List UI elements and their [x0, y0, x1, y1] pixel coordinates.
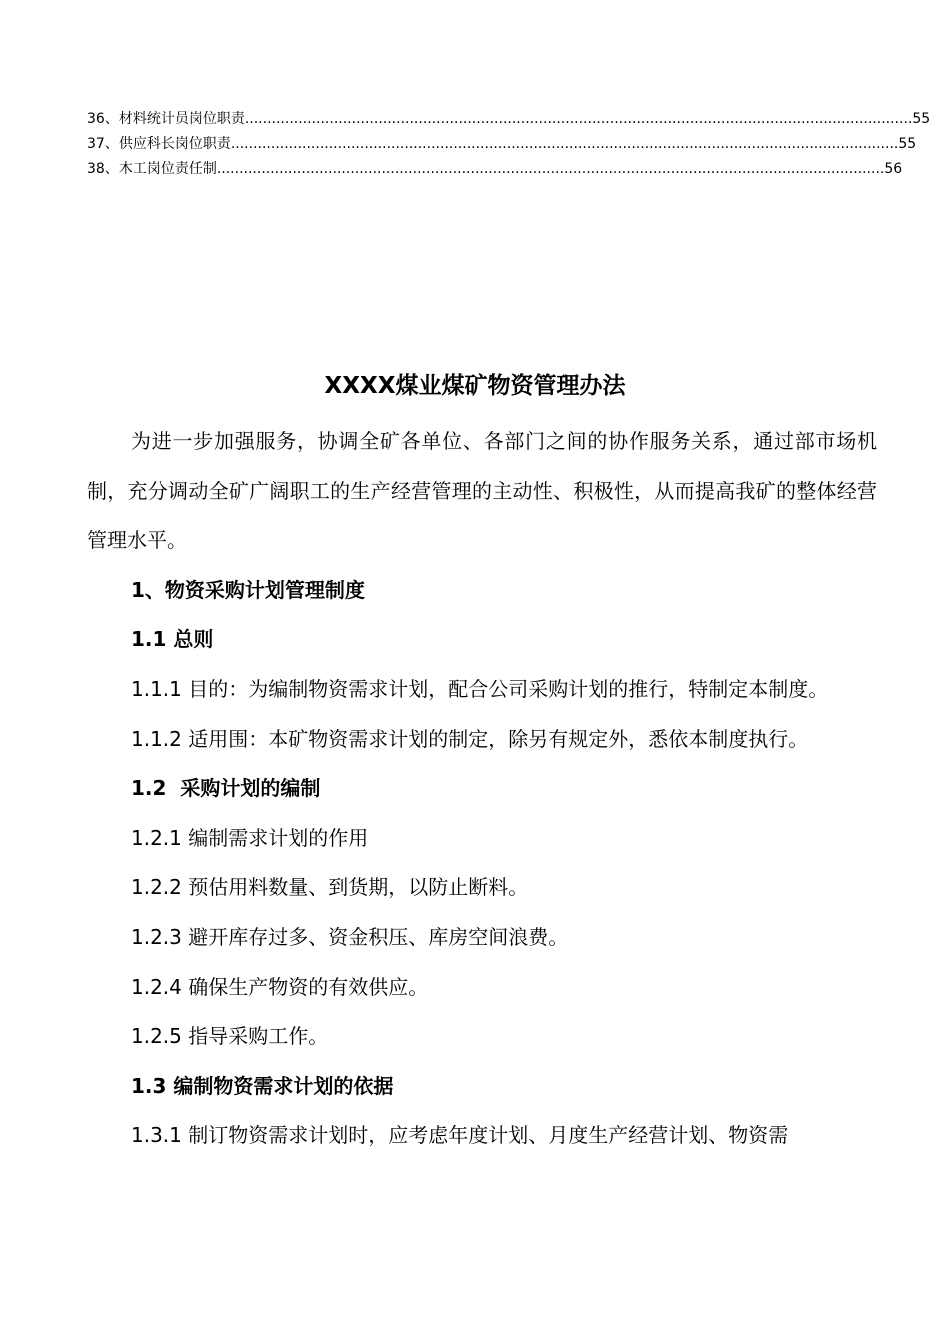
toc-dot-leader: ...................................................................................................................................................... [216, 161, 885, 177]
clause-paragraph: 1.2.2 预估用料数量、到货期，以防止断料。 [131, 875, 529, 900]
toc-dot-leader: ...................................................................................................................................................... [230, 136, 899, 152]
subsection-heading: 1.2 采购计划的编制 [131, 776, 321, 801]
section-heading: 1、物资采购计划管理制度 [131, 577, 365, 602]
toc-entry[interactable] [87, 157, 903, 182]
toc-entry-title: 37、供应科长岗位职责 [87, 136, 231, 152]
clause-paragraph: 1.3.1 制订物资需求计划时，应考虑年度计划、月度生产经营计划、物资需 [131, 1123, 789, 1148]
document-body [87, 417, 877, 1161]
toc-entry-page: 55 [912, 111, 931, 127]
clause-paragraph: 1.1.2 适用围：本矿物资需求计划的制定，除另有规定外，悉依本制度执行。 [131, 726, 809, 751]
toc-entry-title: 36、材料统计员岗位职责 [87, 111, 245, 127]
toc-entry-page: 56 [884, 161, 903, 177]
clause-paragraph: 1.2.1 编制需求计划的作用 [131, 825, 369, 850]
subsection-heading: 1.1 总则 [131, 627, 214, 652]
clause-paragraph: 1.2.4 确保生产物资的有效供应。 [131, 974, 429, 999]
clause-paragraph: 1.2.5 指导采购工作。 [131, 1024, 329, 1049]
toc-entry-page: 55 [898, 136, 917, 152]
intro-paragraph: 为进一步加强服务，协调全矿各单位、各部门之间的协作服务关系，通过部市场机制，充分调动全矿广阔职工的生产经营管理的主动性、积极性，从而提高我矿的整体经营管理水平。 [87, 429, 877, 553]
toc-entry[interactable] [87, 107, 931, 132]
toc-entry[interactable] [87, 132, 917, 157]
document-title: XXXX煤业煤矿物资管理办法 [324, 373, 626, 399]
table-of-contents [87, 107, 931, 182]
subsection-heading: 1.3 编制物资需求计划的依据 [131, 1073, 394, 1098]
toc-dot-leader: ...................................................................................................................................................... [244, 111, 913, 127]
clause-paragraph: 1.2.3 避开库存过多、资金积压、库房空间浪费。 [131, 924, 569, 949]
toc-entry-title: 38、木工岗位责任制 [87, 161, 217, 177]
clause-paragraph: 1.1.1 目的：为编制物资需求计划，配合公司采购计划的推行，特制定本制度。 [131, 676, 829, 701]
